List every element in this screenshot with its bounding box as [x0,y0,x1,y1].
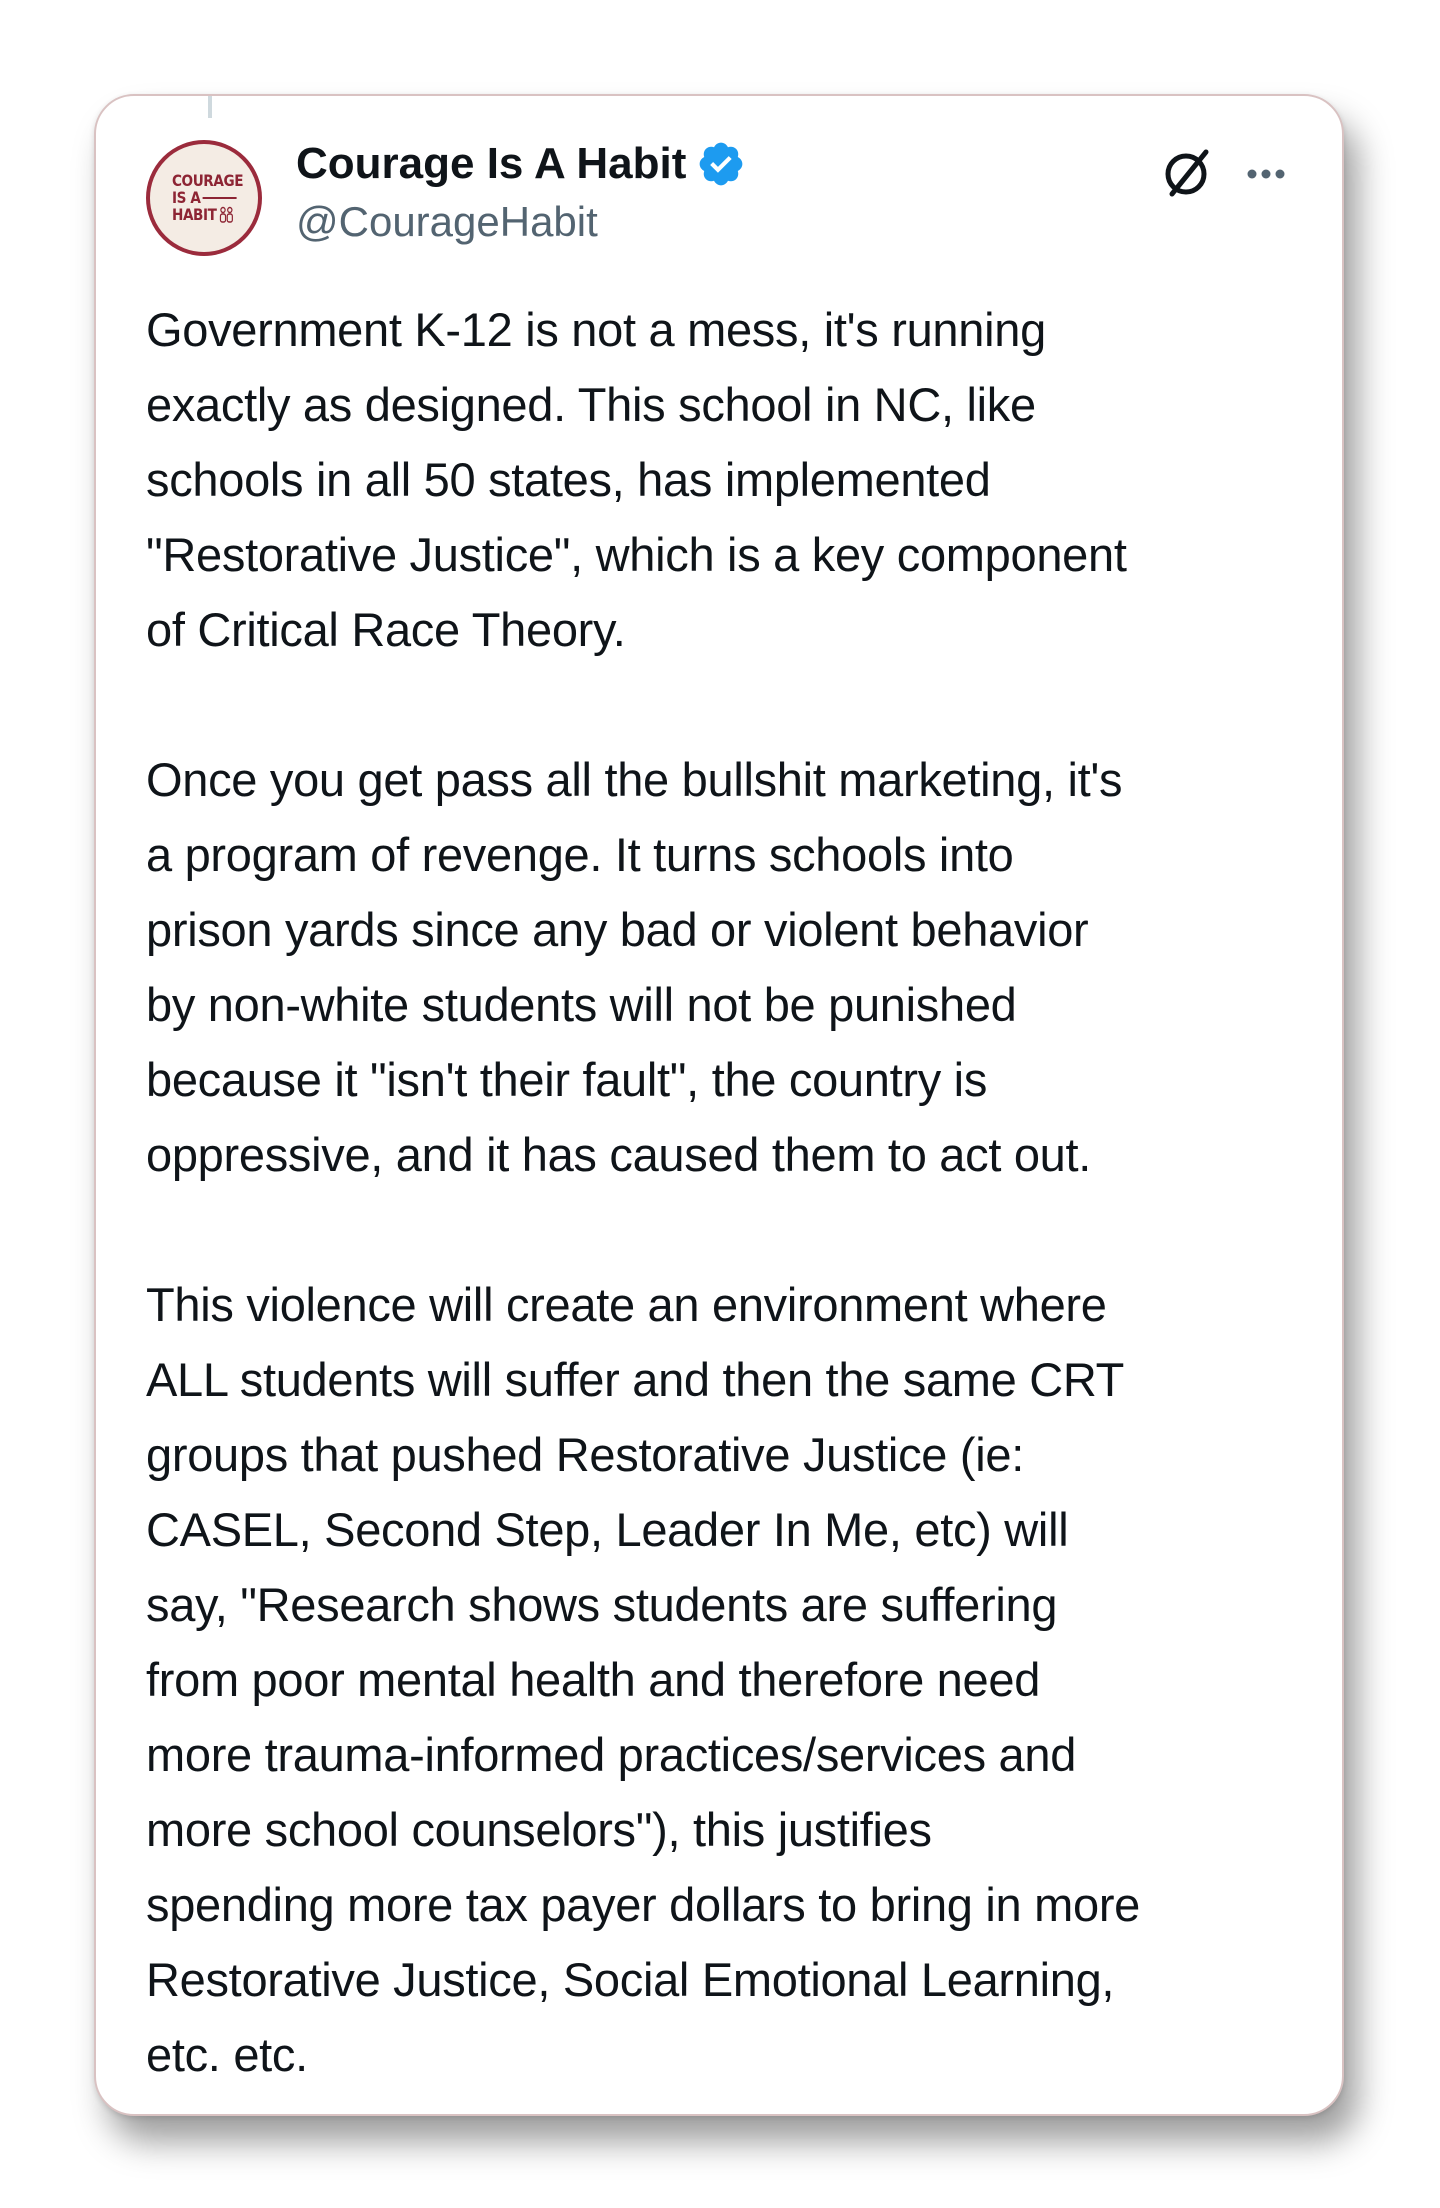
author-handle[interactable]: @CourageHabit [296,198,598,245]
avatar-logo-text: HABIT [172,204,217,224]
tweet-paragraph-2: Once you get pass all the bullshit marketing, it's a program of revenge. It turns schools into prison yards since any bad or violent behavior by non-white students will not be punished because it "isn't their fault", the country is oppressive, and it has caused them to act out. [146,753,1123,1181]
thread-line [208,96,212,118]
author-name-row[interactable] [296,136,746,192]
avatar-logo-line-3 [172,206,234,225]
tweet-paragraph-3: This violence will create an environment where ALL students will suffer and then the same CRT groups that pushed Restorative Justice (ie: CASEL, Second Step, Leader In Me, etc) will say, "Research shows students are suffering from poor mental health and therefore need more trauma-informed practices/services and more school counselors"), this justifies spending more tax payer dollars to bring in more Restorative Justice, Social Emotional Learning, etc. etc. [146,1278,1141,2081]
display-name[interactable]: Courage Is A Habit [296,139,687,188]
more-icon[interactable] [1236,144,1296,204]
avatar-logo-line-2: IS A [172,189,237,206]
tweet-text [146,292,1316,2092]
avatar-logo-line-1: COURAGE [172,170,244,190]
tweet-card [94,94,1344,2116]
tweet-paragraph-1: Government K-12 is not a mess, it's running exactly as designed. This school in NC, like schools in all 50 states, has implemented "Restorative Justice", which is a key component of Critical Race Theory. [146,303,1127,656]
grok-icon[interactable] [1156,140,1220,204]
avatar[interactable] [146,140,262,256]
people-icon [219,206,234,224]
verified-badge-icon [696,139,746,189]
